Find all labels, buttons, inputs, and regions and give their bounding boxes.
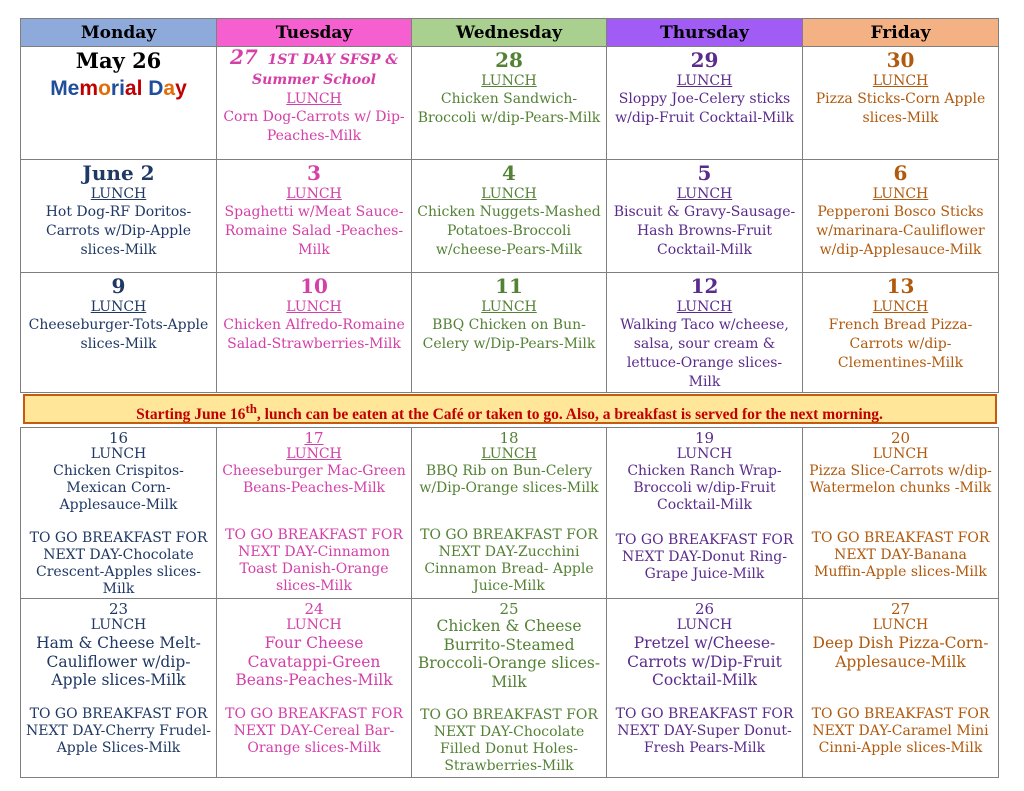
day-cell-10 <box>217 273 412 393</box>
day-number: 11 <box>495 274 523 298</box>
day-cell-6 <box>803 160 999 273</box>
lunch-menu: BBQ Rib on Bun-Celery w/Dip-Orange slices-Milk <box>419 463 599 496</box>
lunch-menu: Walking Taco w/cheese, salsa, sour cream & lettuce-Orange slices-Milk <box>620 317 789 390</box>
lunch-label: LUNCH <box>872 73 929 89</box>
day-number: 24 <box>304 600 324 618</box>
holiday-part: o <box>98 77 111 100</box>
day-cell-27-june <box>803 599 999 778</box>
breakfast-menu: TO GO BREAKFAST FOR NEXT DAY-Cherry Frudel-Apple Slices-Milk <box>25 705 212 756</box>
day-number: 12 <box>690 274 719 298</box>
day-number: 26 <box>694 600 715 618</box>
day-cell-18 <box>412 428 607 599</box>
breakfast-menu: TO GO BREAKFAST FOR NEXT DAY-Donut Ring-Grape Juice-Milk <box>615 532 794 582</box>
day-cell-19 <box>607 428 803 599</box>
holiday-part: a <box>163 77 176 100</box>
lunch-label: LUNCH <box>872 186 929 202</box>
day-number: 17 <box>304 429 324 447</box>
lunch-menu: Pizza Slice-Carrots w/dip-Watermelon chunks -Milk <box>809 463 992 496</box>
breakfast-menu: TO GO BREAKFAST FOR NEXT DAY-Zucchini Cinnamon Bread- Apple Juice-Milk <box>420 527 598 594</box>
lunch-label: LUNCH <box>90 299 147 315</box>
header-wednesday: Wednesday <box>412 19 607 47</box>
lunch-label: LUNCH <box>90 446 147 462</box>
day-number: 9 <box>111 274 126 298</box>
lunch-label: LUNCH <box>872 299 929 315</box>
lunch-menu: Pepperoni Bosco Sticks w/marinara-Cauliflower w/dip-Applesauce-Milk <box>816 204 985 258</box>
lunch-label: LUNCH <box>286 299 342 315</box>
lunch-menu: Chicken Nuggets-Mashed Potatoes-Broccoli w/cheese-Pears-Milk <box>417 204 601 258</box>
lunch-label: LUNCH <box>286 446 342 462</box>
lunch-label: LUNCH <box>481 186 537 202</box>
day-number: 23 <box>108 600 129 618</box>
lunch-menu: Deep Dish Pizza-Corn-Applesauce-Milk <box>812 634 989 671</box>
day-number: 16 <box>108 429 129 447</box>
day-cell-13 <box>803 273 999 393</box>
summer-school-text: Summer School <box>252 72 376 88</box>
lunch-label: LUNCH <box>872 446 929 462</box>
banner-cell <box>21 393 999 428</box>
lunch-menu: Corn Dog-Carrots w/ Dip-Peaches-Milk <box>223 109 405 144</box>
header-thursday: Thursday <box>607 19 803 47</box>
breakfast-menu: TO GO BREAKFAST FOR NEXT DAY-Caramel Mini Cinni-Apple slices-Milk <box>811 706 990 756</box>
breakfast-menu: TO GO BREAKFAST FOR NEXT DAY-Cinnamon Toast Danish-Orange slices-Milk <box>225 527 403 594</box>
breakfast-menu: TO GO BREAKFAST FOR NEXT DAY-Super Donut-Fresh Pears-Milk <box>615 705 794 756</box>
day-cell-june-2 <box>21 160 217 273</box>
day-cell-17 <box>217 428 412 599</box>
day-cell-9 <box>21 273 217 393</box>
day-cell-12 <box>607 273 803 393</box>
lunch-menu: French Bread Pizza-Carrots w/dip-Clementines-Milk <box>828 317 973 371</box>
lunch-menu: Spaghetti w/Meat Sauce-Romaine Salad -Peaches-Milk <box>224 204 404 258</box>
lunch-menu: Cheeseburger Mac-Green Beans-Peaches-Milk <box>222 463 406 496</box>
lunch-menu: Chicken & Cheese Burrito-Steamed Broccoli-Orange slices-Milk <box>417 617 601 691</box>
week-row <box>21 599 999 778</box>
lunch-label: LUNCH <box>286 617 342 633</box>
day-cell-27 <box>217 47 412 160</box>
lunch-menu: Biscuit & Gravy-Sausage-Hash Browns-Fruit Cocktail-Milk <box>613 204 796 258</box>
day-number: 3 <box>307 161 321 185</box>
day-number: 27 <box>229 46 258 69</box>
week-row <box>21 428 999 599</box>
lunch-menu: Chicken Ranch Wrap-Broccoli w/dip-Fruit Cocktail-Milk <box>627 463 782 513</box>
day-number: 6 <box>893 161 908 185</box>
breakfast-menu: TO GO BREAKFAST FOR NEXT DAY-Cereal Bar-Orange slices-Milk <box>225 705 403 756</box>
day-cell-16 <box>21 428 217 599</box>
lunch-menu: Chicken Alfredo-Romaine Salad-Strawberries-Milk <box>223 317 405 352</box>
lunch-label: LUNCH <box>90 186 147 202</box>
lunch-menu: Hot Dog-RF Doritos-Carrots w/Dip-Apple slices-Milk <box>45 204 192 258</box>
lunch-menu: Pretzel w/Cheese-Carrots w/Dip-Fruit Cocktail-Milk <box>627 634 782 689</box>
day-cell-25 <box>412 599 607 778</box>
day-number: 25 <box>499 600 519 618</box>
lunch-menu: Cheeseburger-Tots-Apple slices-Milk <box>28 317 209 352</box>
day-cell-24 <box>217 599 412 778</box>
lunch-label: LUNCH <box>676 617 733 633</box>
lunch-calendar <box>20 18 999 778</box>
day-number: 5 <box>697 161 712 185</box>
lunch-label: LUNCH <box>481 299 537 315</box>
day-cell-20 <box>803 428 999 599</box>
banner-row <box>21 393 999 428</box>
holiday-part: y <box>175 77 187 100</box>
banner-text-start: Starting June 16 <box>136 406 246 424</box>
holiday-part: ri <box>110 77 125 100</box>
breakfast-menu: TO GO BREAKFAST FOR NEXT DAY-Banana Muffin-Apple slices-Milk <box>811 530 990 580</box>
day-cell-23 <box>21 599 217 778</box>
holiday-part: D <box>142 77 164 100</box>
day-number: 27 <box>890 600 911 618</box>
day-cell-28 <box>412 47 607 160</box>
banner-superscript: th <box>245 401 257 416</box>
week-row <box>21 47 999 160</box>
holiday-part: m <box>79 77 99 100</box>
lunch-menu: Ham & Cheese Melt-Cauliflower w/dip-Apple slices-Milk <box>36 634 201 689</box>
lunch-label: LUNCH <box>90 617 147 633</box>
day-number: 18 <box>499 429 519 447</box>
day-cell-11 <box>412 273 607 393</box>
day-number: 10 <box>300 274 328 298</box>
holiday-part: Me <box>50 77 80 100</box>
day-number: 20 <box>890 429 911 447</box>
header-monday: Monday <box>21 19 217 47</box>
sfsp-line <box>221 47 407 70</box>
lunch-menu: Pizza Sticks-Corn Apple slices-Milk <box>815 91 986 126</box>
lunch-menu: Chicken Sandwich-Broccoli w/dip-Pears-Milk <box>417 91 601 126</box>
header-friday: Friday <box>803 19 999 47</box>
lunch-menu: Four Cheese Cavatappi-Green Beans-Peaches-Milk <box>235 634 393 689</box>
lunch-label: LUNCH <box>676 73 733 89</box>
banner-text-end: , lunch can be eaten at the Café or taken to go. Also, a breakfast is served for the next morning. <box>256 406 883 424</box>
day-cell-may-26 <box>21 47 217 160</box>
day-number: 13 <box>886 274 915 298</box>
day-cell-30 <box>803 47 999 160</box>
sfsp-text: 1ST DAY SFSP & <box>267 52 399 68</box>
date-label: May 26 <box>75 48 162 73</box>
lunch-label: LUNCH <box>481 73 537 89</box>
lunch-label: LUNCH <box>286 91 342 107</box>
day-number: 28 <box>495 48 523 72</box>
day-number: 29 <box>690 48 719 72</box>
lunch-label: LUNCH <box>872 617 929 633</box>
day-cell-29 <box>607 47 803 160</box>
day-cell-4 <box>412 160 607 273</box>
lunch-menu: BBQ Chicken on Bun-Celery w/Dip-Pears-Milk <box>422 317 596 352</box>
day-cell-5 <box>607 160 803 273</box>
day-number: 4 <box>502 161 516 185</box>
week-row <box>21 160 999 273</box>
breakfast-menu: TO GO BREAKFAST FOR NEXT DAY-Chocolate Crescent-Apples slices-Milk <box>29 530 208 597</box>
header-row <box>21 19 999 47</box>
day-cell-26 <box>607 599 803 778</box>
day-number: June 2 <box>82 161 155 185</box>
day-number: 30 <box>886 48 915 72</box>
lunch-label: LUNCH <box>676 446 733 462</box>
holiday-label <box>25 75 212 103</box>
lunch-menu: Chicken Crispitos-Mexican Corn-Applesauce-Milk <box>53 463 184 513</box>
lunch-label: LUNCH <box>481 446 537 462</box>
announcement-banner <box>23 394 997 424</box>
lunch-label: LUNCH <box>286 186 342 202</box>
day-cell-3 <box>217 160 412 273</box>
day-number: 19 <box>694 429 715 447</box>
lunch-menu: Sloppy Joe-Celery sticks w/dip-Fruit Cocktail-Milk <box>615 91 794 126</box>
holiday-part: al <box>124 77 143 100</box>
lunch-label: LUNCH <box>676 299 733 315</box>
header-tuesday: Tuesday <box>217 19 412 47</box>
lunch-label: LUNCH <box>676 186 733 202</box>
week-row <box>21 273 999 393</box>
breakfast-menu: TO GO BREAKFAST FOR NEXT DAY-Chocolate Filled Donut Holes-Strawberries-Milk <box>420 707 598 774</box>
